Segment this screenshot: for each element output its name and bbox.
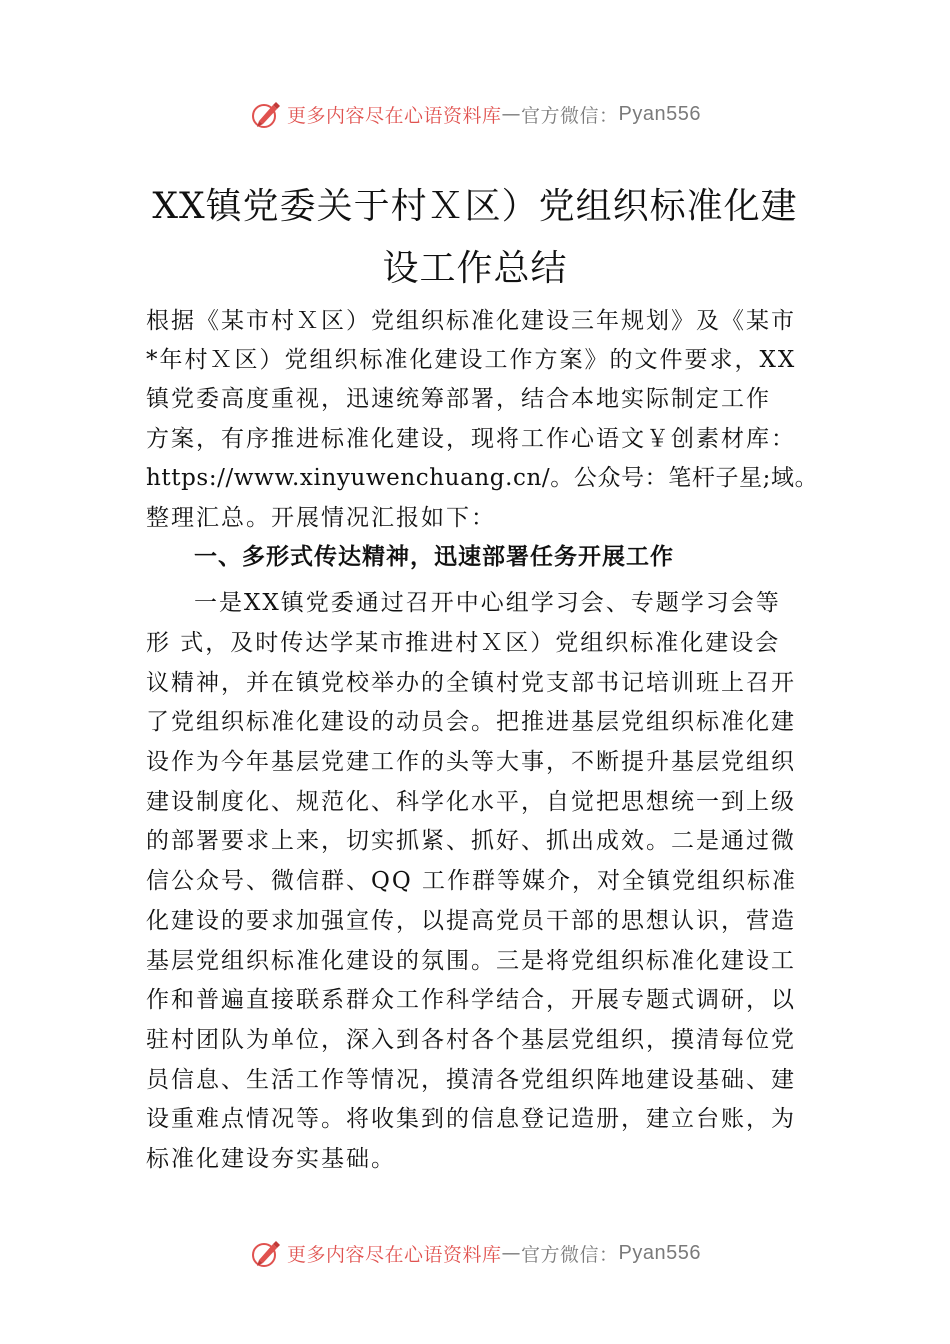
body-line: 形 式，及时传达学某市推进村Ｘ区）党组织标准化建设会 (146, 630, 781, 656)
banner-wechat-id: Pyan556 (618, 1241, 701, 1264)
document-title-line-1: XX镇党委关于村Ｘ区）党组织标准化建 (152, 186, 798, 227)
body-line: 驻村团队为单位，深入到各村各个基层党组织，摸清每位党 (146, 1027, 796, 1053)
header-banner (0, 92, 950, 136)
banner-dash: — (501, 103, 522, 125)
body-line: 设重难点情况等。将收集到的信息登记造册，建立台账，为 (146, 1106, 796, 1132)
banner-brand-text: 更多内容尽在心语资料库 (287, 1243, 502, 1266)
pen-logo-icon (249, 1236, 283, 1270)
body-line: 建设制度化、规范化、科学化水平，自觉把思想统一到上级 (146, 789, 796, 815)
intro-line: 方案，有序推进标准化建设，现将工作心语文￥创素材库： (146, 426, 796, 452)
body-line: 标准化建设夯实基础。 (146, 1146, 396, 1172)
footer-banner (0, 1231, 950, 1275)
body-line: 一是XX镇党委通过召开中心组学习会、专题学习会等 (194, 590, 781, 616)
intro-line: *年村Ｘ区）党组织标准化建设工作方案》的文件要求，XX (146, 347, 797, 373)
banner-brand-text: 更多内容尽在心语资料库 (287, 104, 502, 127)
intro-line: 根据《某市村Ｘ区）党组织标准化建设三年规划》及《某市 (146, 308, 796, 334)
body-line: 议精神，并在镇党校举办的全镇村党支部书记培训班上召开 (146, 670, 796, 696)
intro-line: 镇党委高度重视，迅速统筹部署，结合本地实际制定工作 (146, 386, 771, 412)
section-heading-1: 一、多形式传达精神，迅速部署任务开展工作 (194, 544, 674, 570)
banner-dash: — (501, 1242, 522, 1264)
body-line: 基层党组织标准化建设的氛围。三是将党组织标准化建设工 (146, 948, 796, 974)
pen-logo-icon (249, 97, 283, 131)
body-line: 设作为今年基层党建工作的头等大事，不断提升基层党组织 (146, 749, 796, 775)
banner-wechat-label: 官方微信： (521, 104, 619, 127)
body-line: 了党组织标准化建设的动员会。把推进基层党组织标准化建 (146, 709, 796, 735)
body-line: 信公众号、微信群、QQ 工作群等媒介，对全镇党组织标准 (146, 868, 798, 894)
banner-wechat-id: Pyan556 (618, 102, 701, 125)
intro-line: 整理汇总。开展情况汇报如下： (146, 505, 496, 531)
body-line: 的部署要求上来，切实抓紧、抓好、抓出成效。二是通过微 (146, 828, 796, 854)
banner-wechat-label: 官方微信： (521, 1243, 619, 1266)
body-line: 作和普遍直接联系群众工作科学结合，开展专题式调研，以 (146, 987, 796, 1013)
body-line: 员信息、生活工作等情况，摸清各党组织阵地建设基础、建 (146, 1067, 796, 1093)
document-title-line-2: 设工作总结 (382, 248, 568, 289)
body-line: 化建设的要求加强宣传，以提高党员干部的思想认识，营造 (146, 908, 796, 934)
intro-line: https://www.xinyuwenchuang.cn/。公众号：笔杆子星;域。 (146, 465, 819, 491)
